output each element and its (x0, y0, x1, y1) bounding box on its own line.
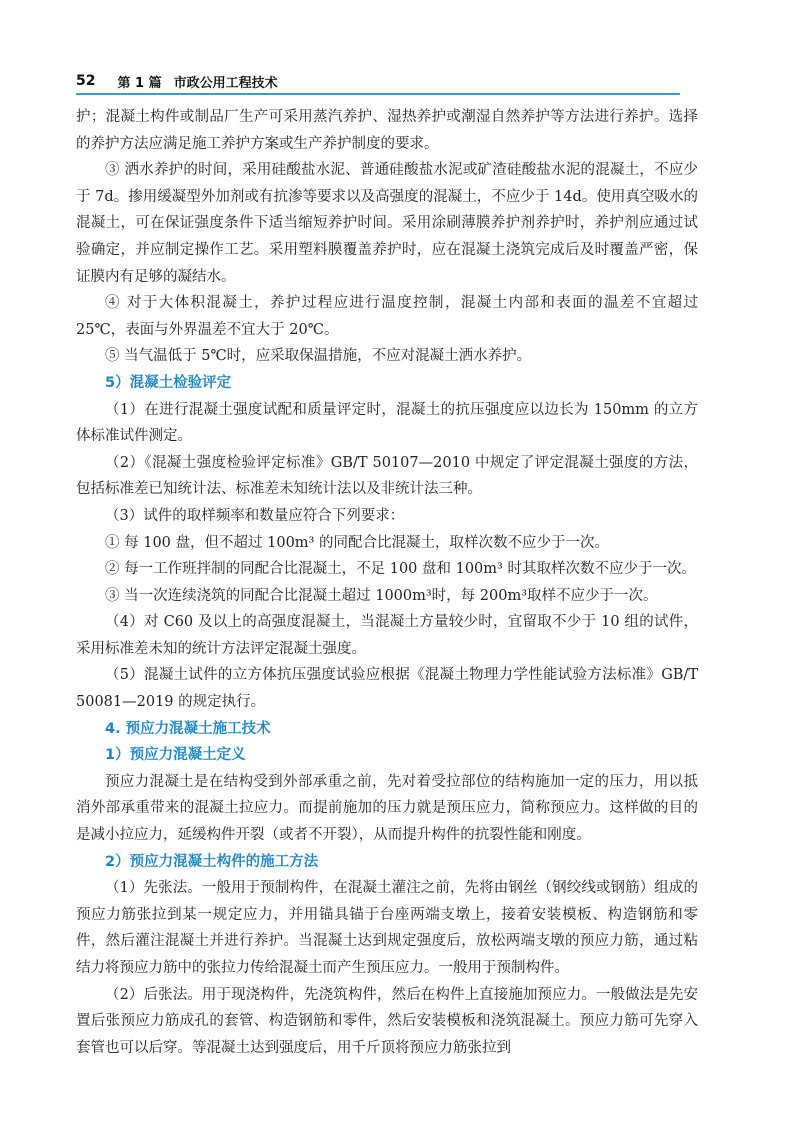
paragraph: （4）对 C60 及以上的高强度混凝土，当混凝土方量较少时，宜留取不少于 10 组的试件，采用标准差未知的统计方法评定混凝土强度。 (76, 614, 698, 657)
paragraph: （1）先张法。一般用于预制构件，在混凝土灌注之前，先将由钢丝（钢绞线或钢筋）组成的预应力筋张拉到某一规定应力，并用锚具锚于台座两端支墩上，接着安装模板、构造钢筋和零件，然后灌注混凝土并进行养护。当混凝土达到规定强度后，放松两端支墩的预应力筋，通过粘结力将预应力筋中的张拉力传给混凝土而产生预压应力。一般用于预制构件。 (76, 880, 698, 976)
header-rule (76, 93, 680, 95)
paragraph: ③ 当一次连续浇筑的同配合比混凝土超过 1000m³时，每 200m³取样不应少于一次。 (105, 587, 658, 604)
running-header (76, 66, 680, 96)
paragraph: （2）后张法。用于现浇构件，先浇筑构件，然后在构件上直接施加预应力。一般做法是先安置后张预应力筋成孔的套管、构造钢筋和零件，然后安装模板和浇筑混凝土。预应力筋可先穿入套管也可以后穿。等混凝土达到强度后，用千斤顶将预应力筋张拉到 (76, 986, 698, 1056)
paragraph: 护；混凝土构件或制品厂生产可采用蒸汽养护、湿热养护或潮湿自然养护等方法进行养护。选择的养护方法应满足施工养护方案或生产养护制度的要求。 (76, 109, 698, 152)
section-heading: 2）预应力混凝土构件的施工方法 (105, 853, 319, 870)
section-heading: 5）混凝土检验评定 (105, 374, 232, 391)
section-heading: 1）预应力混凝土定义 (105, 747, 246, 764)
chapter-heading: 4. 预应力混凝土施工技术 (105, 720, 271, 737)
body-text (76, 104, 698, 1061)
page-number: 52 (76, 73, 96, 89)
paragraph: 预应力混凝土是在结构受到外部承重之前，先对着受拉部位的结构施加一定的压力，用以抵消外部承重带来的混凝土拉应力。而提前施加的压力就是预压应力，简称预应力。这样做的目的是减小拉应力，延缓构件开裂（或者不开裂），从而提升构件的抗裂性能和刚度。 (76, 773, 698, 844)
paragraph: ② 每一工作班拌制的同配合比混凝土，不足 100 盘和 100m³ 时其取样次数不应少于一次。 (105, 561, 696, 578)
chapter-label: 第 1 篇 (117, 75, 162, 91)
paragraph: （2）《混凝土强度检验评定标准》GB/T 50107—2010 中规定了评定混凝土强度的方法，包括标准差已知统计法、标准差未知统计法以及非统计法三种。 (76, 454, 698, 498)
paragraph: （5）混凝土试件的立方体抗压强度试验应根据《混凝土物理力学性能试验方法标准》GB/T 50081—2019 的规定执行。 (76, 667, 698, 711)
paragraph: ④ 对于大体积混凝土，养护过程应进行温度控制，混凝土内部和表面的温差不宜超过 25℃，表面与外界温差不宜大于 20℃。 (76, 295, 698, 338)
part-title: 市政公用工程技术 (173, 75, 278, 91)
paragraph: ① 每 100 盘，但不超过 100m³ 的同配合比混凝土，取样次数不应少于一次。 (105, 534, 609, 551)
paragraph: （1）在进行混凝土强度试配和质量评定时，混凝土的抗压强度应以边长为 150mm 的立方体标准试件测定。 (76, 401, 698, 445)
paragraph: ③ 洒水养护的时间，采用硅酸盐水泥、普通硅酸盐水泥或矿渣硅酸盐水泥的混凝土，不应少于 7d。掺用缓凝型外加剂或有抗渗等要求以及高强度的混凝土，不应少于 14d。使用真空吸水的混凝土，可在保证强度条件下适当缩短养护时间。采用涂刷薄膜养护剂养护时，养护剂应通过试验确定，并应制定操作工艺。采用塑料膜覆盖养护时，应在混凝土浇筑完成后及时覆盖严密，保证膜内有足够的凝结水。 (76, 162, 698, 285)
paragraph: ⑤ 当气温低于 5℃时，应采取保温措施，不应对混凝土洒水养护。 (105, 348, 532, 365)
paragraph: （3）试件的取样频率和数量应符合下列要求： (105, 507, 405, 524)
